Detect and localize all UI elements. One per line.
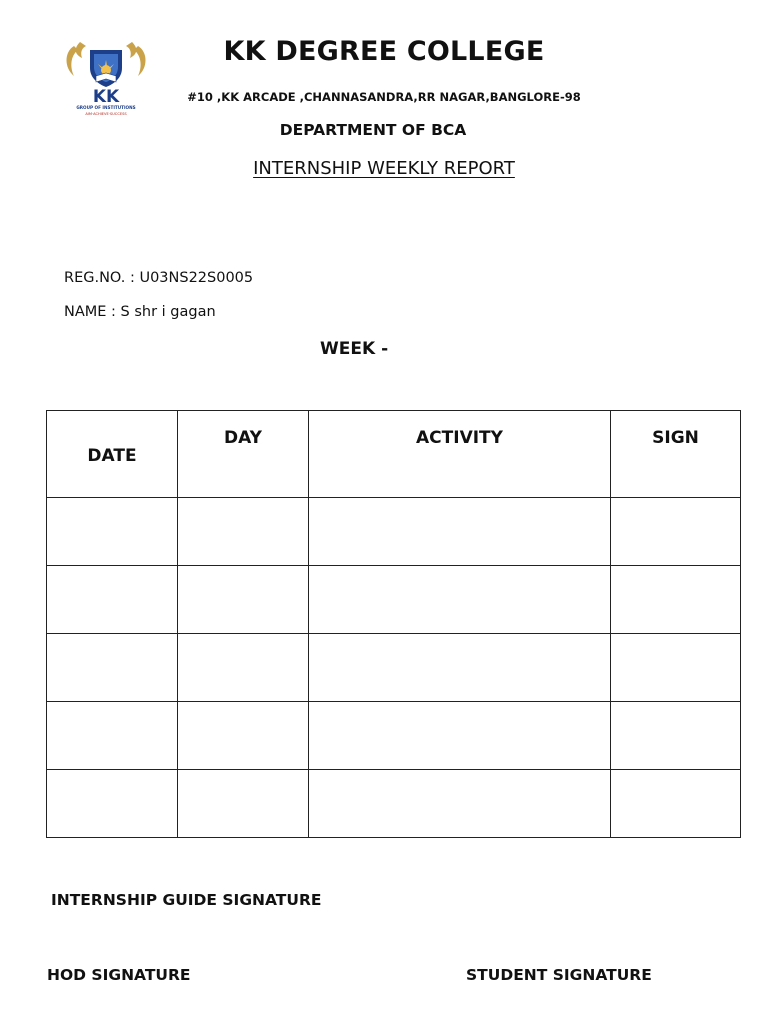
day-cell [178, 702, 309, 770]
logo-monogram: KK [92, 87, 120, 107]
guide-signature-label: INTERNSHIP GUIDE SIGNATURE [51, 891, 322, 909]
date-cell [47, 634, 178, 702]
header-sign: SIGN [611, 411, 741, 498]
sign-cell [611, 566, 741, 634]
logo-tagline: AIM·ACHIEVE·SUCCESS [85, 112, 127, 116]
student-name: NAME : S shr i gagan [64, 304, 216, 320]
table-row [47, 770, 741, 838]
day-cell [178, 566, 309, 634]
student-signature-label: STUDENT SIGNATURE [466, 966, 652, 984]
date-cell [47, 498, 178, 566]
header-activity: ACTIVITY [309, 411, 611, 498]
college-name: KK DEGREE COLLEGE [223, 36, 545, 67]
department-name: DEPARTMENT OF BCA [279, 121, 467, 139]
sign-cell [611, 498, 741, 566]
table-row [47, 634, 741, 702]
hod-signature-label: HOD SIGNATURE [47, 966, 191, 984]
header-date: DATE [47, 411, 178, 498]
table-row [47, 702, 741, 770]
week-label: WEEK - [320, 339, 389, 359]
date-cell [47, 770, 178, 838]
date-cell [47, 702, 178, 770]
activity-cell [309, 566, 611, 634]
activity-cell [309, 702, 611, 770]
table-row [47, 498, 741, 566]
table-row [47, 566, 741, 634]
weekly-activity-table [46, 410, 741, 838]
logo-group-text: GROUP OF INSTITUTIONS [76, 105, 136, 110]
table-header-row [47, 411, 741, 498]
sign-cell [611, 634, 741, 702]
sign-cell [611, 702, 741, 770]
report-title: INTERNSHIP WEEKLY REPORT [253, 158, 515, 179]
activity-cell [309, 634, 611, 702]
day-cell [178, 770, 309, 838]
day-cell [178, 634, 309, 702]
header-day: DAY [178, 411, 309, 498]
reg-number: REG.NO. : U03NS22S0005 [64, 270, 254, 286]
college-address: #10 ,KK ARCADE ,CHANNASANDRA,RR NAGAR,BANGLORE-98 [187, 90, 581, 104]
day-cell [178, 498, 309, 566]
activity-cell [309, 498, 611, 566]
sign-cell [611, 770, 741, 838]
activity-cell [309, 770, 611, 838]
date-cell [47, 566, 178, 634]
